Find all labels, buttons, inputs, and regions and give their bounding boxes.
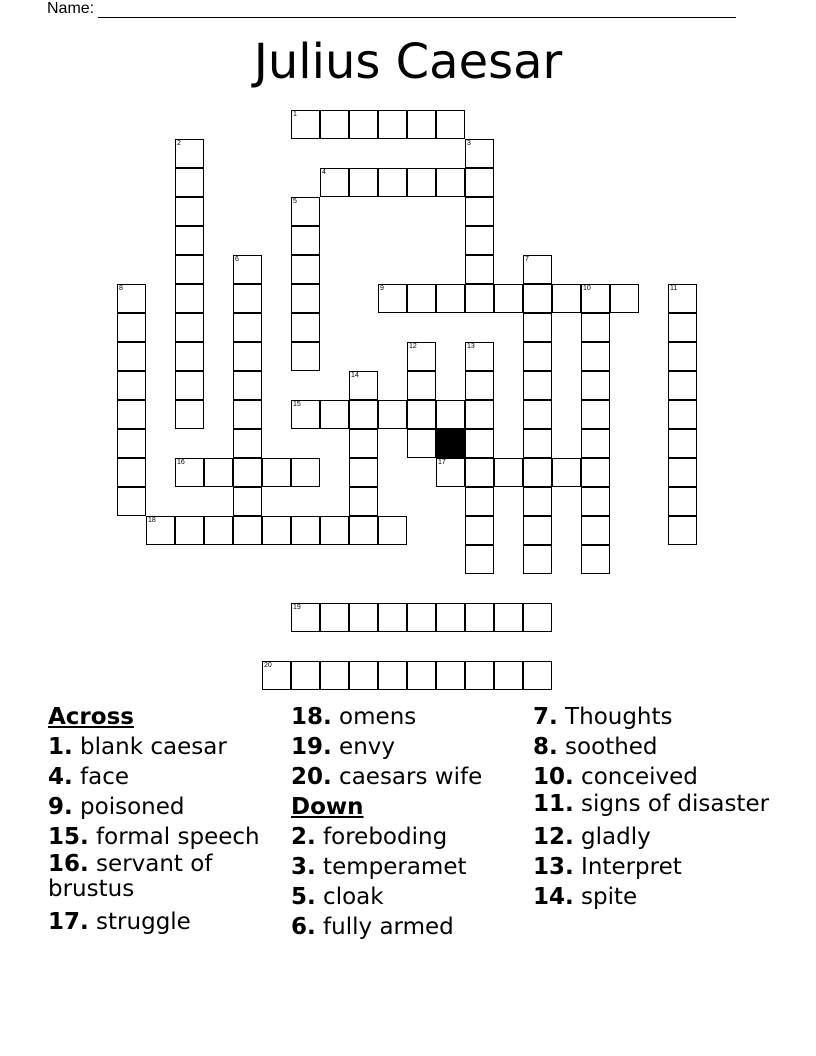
grid-cell[interactable] <box>523 661 552 690</box>
grid-cell[interactable] <box>668 487 697 516</box>
grid-cell[interactable] <box>320 110 349 139</box>
clue-number: 15 <box>293 401 301 408</box>
grid-cell[interactable] <box>465 226 494 255</box>
grid-cell[interactable] <box>465 545 494 574</box>
grid-cell[interactable] <box>117 313 146 342</box>
grid-cell[interactable] <box>233 516 262 545</box>
grid-cell[interactable] <box>523 458 552 487</box>
grid-cell-13[interactable] <box>465 342 494 371</box>
grid-cell[interactable] <box>465 371 494 400</box>
clue-across-18: 18. omens <box>291 704 417 730</box>
grid-cell[interactable] <box>175 168 204 197</box>
clue-number: 2 <box>177 140 181 147</box>
grid-cell-9[interactable] <box>378 284 407 313</box>
grid-cell[interactable] <box>320 400 349 429</box>
grid-cell[interactable] <box>349 429 378 458</box>
clue-column-3 <box>533 702 783 912</box>
grid-cell[interactable] <box>523 429 552 458</box>
grid-cell[interactable] <box>523 516 552 545</box>
clue-down-10: 10. conceived <box>533 764 698 790</box>
grid-cell[interactable] <box>291 342 320 371</box>
grid-cell-2[interactable] <box>175 139 204 168</box>
grid-cell[interactable] <box>175 400 204 429</box>
grid-cell[interactable] <box>436 284 465 313</box>
clue-number: 18 <box>148 517 156 524</box>
clue-down-3: 3. temperamet <box>291 854 467 880</box>
grid-cell-15[interactable] <box>291 400 320 429</box>
grid-cell[interactable] <box>349 458 378 487</box>
clue-across-16: 16. servant of brustus <box>48 851 213 902</box>
grid-cell[interactable] <box>233 313 262 342</box>
grid-cell[interactable] <box>117 371 146 400</box>
grid-cell[interactable] <box>378 661 407 690</box>
clue-number: 6 <box>235 256 239 263</box>
grid-cell[interactable] <box>494 603 523 632</box>
clue-number: 10 <box>583 285 591 292</box>
grid-cell[interactable] <box>233 487 262 516</box>
grid-cell[interactable] <box>378 110 407 139</box>
grid-cell[interactable] <box>291 516 320 545</box>
grid-cell-16[interactable] <box>175 458 204 487</box>
clue-across-9: 9. poisoned <box>48 794 185 820</box>
grid-cell[interactable] <box>117 429 146 458</box>
grid-cell[interactable] <box>262 458 291 487</box>
grid-cell[interactable] <box>523 371 552 400</box>
grid-cell[interactable] <box>436 661 465 690</box>
grid-cell[interactable] <box>494 458 523 487</box>
clue-number: 12 <box>409 343 417 350</box>
grid-cell[interactable] <box>349 603 378 632</box>
grid-cell[interactable] <box>349 487 378 516</box>
grid-cell[interactable] <box>465 400 494 429</box>
grid-cell[interactable] <box>668 342 697 371</box>
grid-cell[interactable] <box>291 313 320 342</box>
grid-cell-19[interactable] <box>291 603 320 632</box>
grid-cell[interactable] <box>581 545 610 574</box>
clue-number: 14 <box>351 372 359 379</box>
grid-cell[interactable] <box>378 603 407 632</box>
clue-number: 11 <box>670 285 678 292</box>
grid-cell[interactable] <box>175 313 204 342</box>
grid-cell[interactable] <box>407 284 436 313</box>
clue-across-17: 17. struggle <box>48 909 191 935</box>
grid-cell-14[interactable] <box>349 371 378 400</box>
grid-cell[interactable] <box>233 400 262 429</box>
clue-across-20: 20. caesars wife <box>291 764 483 790</box>
grid-cell[interactable] <box>349 516 378 545</box>
grid-cell[interactable] <box>465 516 494 545</box>
grid-cell[interactable] <box>581 516 610 545</box>
grid-cell[interactable] <box>523 313 552 342</box>
clue-column-1 <box>48 702 278 937</box>
grid-cell[interactable] <box>320 516 349 545</box>
grid-cell[interactable] <box>407 429 436 458</box>
grid-cell[interactable] <box>349 168 378 197</box>
grid-cell[interactable] <box>233 458 262 487</box>
grid-cell[interactable] <box>436 603 465 632</box>
grid-cell[interactable] <box>436 400 465 429</box>
grid-cell[interactable] <box>523 487 552 516</box>
clue-down-11: 11. signs of disaster <box>533 791 770 817</box>
grid-cell[interactable] <box>668 400 697 429</box>
grid-cell[interactable] <box>407 400 436 429</box>
clue-number: 17 <box>438 459 446 466</box>
grid-cell-1[interactable] <box>291 110 320 139</box>
clue-across-4: 4. face <box>48 764 130 790</box>
grid-cell[interactable] <box>117 400 146 429</box>
clue-number: 1 <box>293 111 297 118</box>
grid-cell[interactable] <box>581 487 610 516</box>
clue-number: 4 <box>322 169 326 176</box>
grid-cell[interactable] <box>581 342 610 371</box>
grid-cell[interactable] <box>175 226 204 255</box>
grid-cell[interactable] <box>523 603 552 632</box>
clue-across-19: 19. envy <box>291 734 396 760</box>
grid-cell[interactable] <box>291 284 320 313</box>
grid-cell[interactable] <box>175 284 204 313</box>
clue-down-2: 2. foreboding <box>291 824 448 850</box>
grid-cell[interactable] <box>407 110 436 139</box>
grid-cell-6[interactable] <box>233 255 262 284</box>
grid-cell[interactable] <box>668 516 697 545</box>
grid-cell[interactable] <box>378 168 407 197</box>
name-label: Name: <box>47 0 95 17</box>
grid-cell[interactable] <box>349 400 378 429</box>
page-title: Julius Caesar <box>253 34 563 90</box>
grid-cell[interactable] <box>581 429 610 458</box>
grid-cell[interactable] <box>291 458 320 487</box>
grid-cell[interactable] <box>407 168 436 197</box>
grid-cell[interactable] <box>204 516 233 545</box>
grid-cell[interactable] <box>465 197 494 226</box>
grid-cell[interactable] <box>581 458 610 487</box>
clue-column-2 <box>291 702 526 942</box>
grid-cell[interactable] <box>523 545 552 574</box>
clue-number: 7 <box>525 256 529 263</box>
grid-cell[interactable] <box>552 284 581 313</box>
grid-cell[interactable] <box>407 661 436 690</box>
grid-cell[interactable] <box>668 429 697 458</box>
grid-cell-4[interactable] <box>320 168 349 197</box>
grid-cell[interactable] <box>378 516 407 545</box>
down-heading: Down <box>291 794 364 820</box>
clue-down-7: 7. Thoughts <box>533 704 673 730</box>
grid-cell[interactable] <box>494 284 523 313</box>
grid-cell[interactable] <box>291 226 320 255</box>
grid-cell[interactable] <box>436 168 465 197</box>
grid-cell[interactable] <box>378 400 407 429</box>
clue-number: 20 <box>264 662 272 669</box>
clue-number: 5 <box>293 198 297 205</box>
grid-cell[interactable] <box>465 429 494 458</box>
black-square <box>436 429 465 458</box>
grid-cell[interactable] <box>117 342 146 371</box>
grid-cell-20[interactable] <box>262 661 291 690</box>
grid-cell-5[interactable] <box>291 197 320 226</box>
clue-number: 3 <box>467 140 471 147</box>
grid-cell[interactable] <box>465 458 494 487</box>
grid-cell-18[interactable] <box>146 516 175 545</box>
clue-number: 16 <box>177 459 185 466</box>
clue-down-8: 8. soothed <box>533 734 658 760</box>
grid-cell-11[interactable] <box>668 284 697 313</box>
grid-cell[interactable] <box>581 313 610 342</box>
grid-cell-3[interactable] <box>465 139 494 168</box>
grid-cell-12[interactable] <box>407 342 436 371</box>
clue-across-1: 1. blank caesar <box>48 734 227 760</box>
grid-cell[interactable] <box>175 255 204 284</box>
grid-cell[interactable] <box>668 458 697 487</box>
across-heading: Across <box>48 704 134 730</box>
grid-cell[interactable] <box>407 371 436 400</box>
clue-number: 13 <box>467 343 475 350</box>
grid-cell[interactable] <box>465 255 494 284</box>
grid-cell[interactable] <box>117 487 146 516</box>
grid-cell[interactable] <box>233 342 262 371</box>
grid-cell[interactable] <box>465 661 494 690</box>
grid-cell[interactable] <box>175 516 204 545</box>
clue-down-5: 5. cloak <box>291 884 384 910</box>
grid-cell[interactable] <box>117 458 146 487</box>
grid-cell[interactable] <box>436 110 465 139</box>
grid-cell[interactable] <box>668 313 697 342</box>
grid-cell-10[interactable] <box>581 284 610 313</box>
grid-cell[interactable] <box>291 661 320 690</box>
grid-cell[interactable] <box>204 458 233 487</box>
clue-number: 9 <box>380 285 384 292</box>
clue-down-6: 6. fully armed <box>291 914 454 940</box>
grid-cell[interactable] <box>465 603 494 632</box>
grid-cell[interactable] <box>349 661 378 690</box>
grid-cell[interactable] <box>523 342 552 371</box>
grid-cell[interactable] <box>320 603 349 632</box>
clue-down-14: 14. spite <box>533 884 638 910</box>
grid-cell[interactable] <box>349 110 378 139</box>
grid-cell[interactable] <box>407 603 436 632</box>
clue-number: 8 <box>119 285 123 292</box>
grid-cell[interactable] <box>552 458 581 487</box>
grid-cell[interactable] <box>291 255 320 284</box>
clue-across-15: 15. formal speech <box>48 824 260 850</box>
clue-down-12: 12. gladly <box>533 824 651 850</box>
grid-cell[interactable] <box>175 371 204 400</box>
grid-cell[interactable] <box>262 516 291 545</box>
grid-cell[interactable] <box>465 284 494 313</box>
grid-cell[interactable] <box>581 400 610 429</box>
grid-cell[interactable] <box>581 371 610 400</box>
grid-cell[interactable] <box>610 284 639 313</box>
grid-cell[interactable] <box>233 284 262 313</box>
grid-cell[interactable] <box>523 284 552 313</box>
grid-cell[interactable] <box>233 371 262 400</box>
grid-cell[interactable] <box>233 429 262 458</box>
clue-number: 19 <box>293 604 301 611</box>
grid-cell[interactable] <box>175 342 204 371</box>
grid-cell[interactable] <box>175 197 204 226</box>
grid-cell-17[interactable] <box>436 458 465 487</box>
grid-cell[interactable] <box>523 400 552 429</box>
grid-cell[interactable] <box>668 371 697 400</box>
grid-cell[interactable] <box>465 487 494 516</box>
grid-cell[interactable] <box>320 661 349 690</box>
clue-down-13: 13. Interpret <box>533 854 682 880</box>
grid-cell-8[interactable] <box>117 284 146 313</box>
grid-cell[interactable] <box>465 168 494 197</box>
grid-cell-7[interactable] <box>523 255 552 284</box>
grid-cell[interactable] <box>494 661 523 690</box>
